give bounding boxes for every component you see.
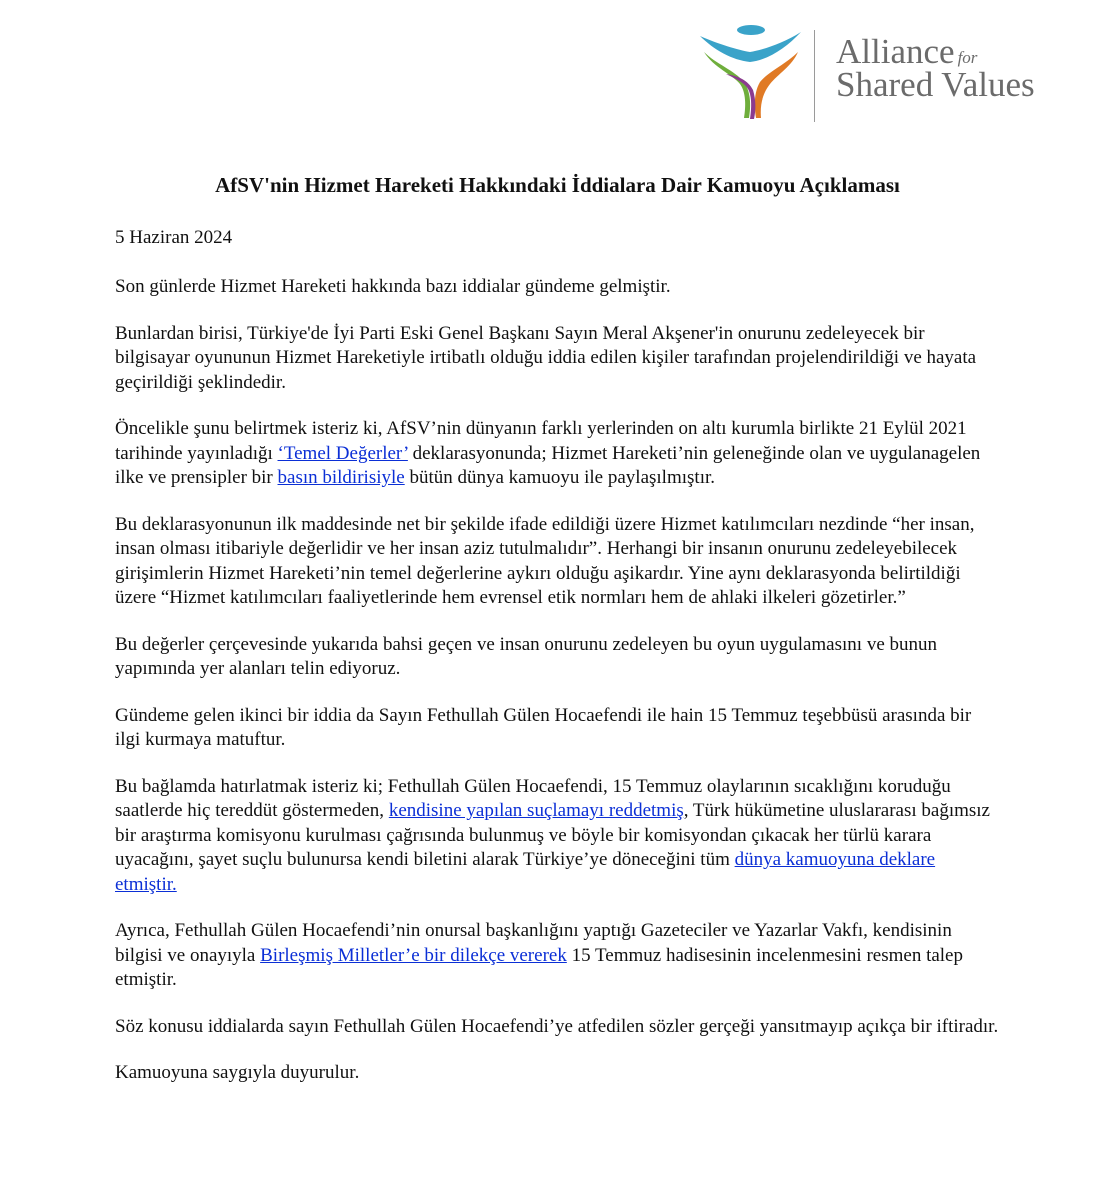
paragraph-7-text-b: , Türk hükümetine uluslararası bağımsız bir araştırma komisyonu kurulması çağrısında bulunmuş ve böyle bir komisyondan çıkacak her türlü karara uyacağını, şayet suçlu bulunursa kendi biletini alarak Türkiye’ye döneceğini tüm bbox=[115, 800, 990, 870]
dunya-kamuoyuna-link[interactable]: dünya kamuoyuna deklare etmiştir. bbox=[115, 849, 936, 895]
brand-line2: Shared Values bbox=[836, 65, 1035, 104]
statement-body bbox=[115, 172, 1000, 1108]
paragraph-8 bbox=[115, 919, 1000, 993]
statement-date: 5 Haziran 2024 bbox=[115, 227, 233, 248]
paragraph-1: Son günlerde Hizmet Hareketi hakkında bazı iddialar gündeme gelmiştir. bbox=[115, 276, 671, 297]
brand-line1: Alliance bbox=[836, 32, 955, 71]
paragraph-4: Bu deklarasyonunun ilk maddesinde net bir şekilde ifade edildiği üzere Hizmet katılımcıları nezdinde “her insan, insan olması itibariyle değerlidir ve her insan aziz tutulmalıdır”. Herhangi bir insanın onurunu zedeleyebilecek girişimlerin Hizmet Hareketi’nin temel değerlerine aykırı olduğu aşikardır. Yine aynı deklarasyonda belirtildiği üzere “Hizmet katılımcıları faaliyetlerinde hem evrensel etik normları hem de ahlaki ilkeleri gözetirler.” bbox=[115, 513, 975, 608]
header bbox=[690, 22, 1070, 122]
paragraph-8-text-a: Ayrıca, Fethullah Gülen Hocaefendi’nin onursal başkanlığını yaptığı Gazeteciler ve Yazarlar Vakfı, kendisinin bilgisi ve onayıyla bbox=[115, 920, 952, 966]
paragraph-5: Bu değerler çerçevesinde yukarıda bahsi geçen ve insan onurunu zedeleyen bu oyun uygulamasını ve bunun yapımında yer alanları telin ediyoruz. bbox=[115, 633, 938, 679]
paragraph-8-text-b: 15 Temmuz hadisesinin incelenmesini resmen talep etmiştir. bbox=[115, 944, 963, 990]
paragraph-7 bbox=[115, 775, 1000, 898]
paragraph-3-text-b: deklarasyonunda; Hizmet Hareketi’nin geleneğinde olan ve uygulanagelen ilke ve prensipler bir bbox=[115, 442, 981, 488]
paragraph-6: Gündeme gelen ikinci bir iddia da Sayın Fethullah Gülen Hocaefendi ile hain 15 Temmuz teşebbüsü arasında bir ilgi kurmaya matuftur. bbox=[115, 704, 972, 750]
paragraph-10: Kamuoyuna saygıyla duyurulur. bbox=[115, 1062, 360, 1083]
paragraph-3-text-a: Öncelikle şunu belirtmek isteriz ki, AfSV’nin dünyanın farklı yerlerinden on altı kurumla birlikte 21 Eylül 2021 tarihinde yayınladığı bbox=[115, 418, 967, 464]
brand-for: for bbox=[957, 48, 978, 67]
page-title: AfSV'nin Hizmet Hareketi Hakkındaki İddialara Dair Kamuoyu Açıklaması bbox=[215, 173, 900, 197]
alliance-logo-icon bbox=[698, 22, 803, 120]
paragraph-2: Bunlardan birisi, Türkiye'de İyi Parti Eski Genel Başkanı Sayın Meral Akşener'in onurunu zedeleyecek bir bilgisayar oyununun Hizmet Hareketiyle irtibatlı olduğu iddia edilen kişiler tarafından projelendirildiği ve hayata geçirildiği şeklindedir. bbox=[115, 322, 977, 393]
birlesmis-milletler-link[interactable]: Birleşmiş Milletler’e bir dilekçe vererek bbox=[260, 944, 567, 966]
basin-bildirisi-link[interactable]: basın bildirisiyle bbox=[277, 467, 405, 488]
paragraph-9: Söz konusu iddialarda sayın Fethullah Gülen Hocaefendi’ye atfedilen sözler gerçeği yansıtmayıp açıkça bir iftiradır. bbox=[115, 1015, 999, 1037]
suclama-reddetmis-link[interactable]: kendisine yapılan suçlamayı reddetmiş bbox=[388, 800, 684, 821]
paragraph-7-text-a: Bu bağlamda hatırlatmak isteriz ki; Fethullah Gülen Hocaefendi, 15 Temmuz olaylarının sıcaklığını koruduğu saatlerde hiç tereddüt göstermeden, bbox=[115, 775, 951, 821]
paragraph-3-text-c: bütün dünya kamuoyu ile paylaşılmıştır. bbox=[404, 467, 716, 488]
brand-name bbox=[836, 34, 1035, 102]
logo-divider bbox=[814, 30, 815, 122]
paragraph-3 bbox=[115, 417, 1000, 491]
temel-degerler-link[interactable]: ‘Temel Değerler’ bbox=[277, 442, 408, 464]
